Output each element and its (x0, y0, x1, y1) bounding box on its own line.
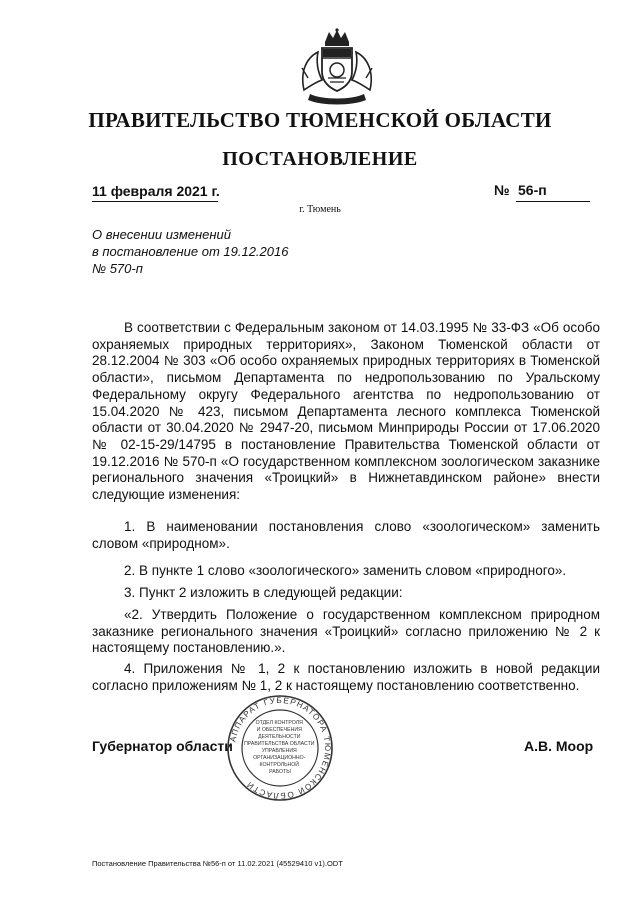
file-footer: Постановление Правительства №56-п от 11.02.2021 (45529410 v1).ODT (92, 859, 343, 868)
number-underline (516, 201, 590, 202)
item-paragraph-2: 2. В пункте 1 слово «зоологического» заменить словом «природного». (124, 563, 567, 578)
document-date: 11 февраля 2021 г. (92, 183, 220, 199)
document-city: г. Тюмень (299, 204, 341, 215)
item-paragraph-1: 1. В наименовании постановления слово «зоологическом» заменить словом «природном». (92, 519, 600, 551)
signer-title: Губернатор области (92, 738, 233, 754)
signer-name: А.В. Моор (524, 738, 594, 754)
official-seal-stamp (226, 694, 334, 802)
document-number: 56-п (518, 182, 547, 198)
subject-line: № 570-п (92, 261, 143, 276)
svg-text:ОТДЕЛ КОНТРОЛЯ И ОБЕСПЕЧЕН: ОТДЕЛ КОНТРОЛЯ И ОБЕСПЕЧЕНИЯ ДЕЯТЕЛЬНОСТИ ПРАВИТЕЛЬСТВА ОБЛАСТИ УПРАВЛЕНИЯ ОРГАНИЗАЦИОННО- КОНТРОЛЬНОЙ РАБОТЫ (244, 720, 315, 775)
subject-line: в постановление от 19.12.2016 (92, 244, 289, 259)
document-subject (92, 226, 288, 277)
seal-outer-text: АППАРАТ ГУБЕРНАТОРА ТЮМЕНСКОЙ ОБЛАСТИ (228, 695, 333, 801)
preamble-paragraph: В соответствии с Федеральным законом от 14.03.1995 № 33-ФЗ «Об особо охраняемых природных территориях», Законом Тюменской области от 28.12.2004 № 303 «Об особо охраняемых природных территориях в Тюменской области», письмом Департамента по недропользованию по Уральскому Федеральному округу Федерального агентства по недропользованию от 15.04.2020 № 423, письмом Департамента лесного комплекса Тюменской области от 30.04.2020 № 2947-20, письмом Минприроды России от 17.06.2020 № 02-15-29/14795 в постановление Правительства Тюменской области от 19.12.2016 № 570-п «О государственном комплексном зоологическом заказнике регионального значения «Троицкий» в Нижнетавдинском районе» внести следующие изменения: (92, 320, 600, 503)
item-paragraph-4: 4. Приложения № 1, 2 к постановлению изложить в новой редакции согласно приложениям № 1, 2 к настоящему постановлению соответственно. (92, 661, 600, 693)
document-number-label: № (494, 182, 510, 198)
organization-title: ПРАВИТЕЛЬСТВО ТЮМЕНСКОЙ ОБЛАСТИ (88, 108, 552, 132)
item-paragraph-3-quote: «2. Утвердить Положение о государственном комплексном природном заказнике регионального значения «Троицкий» согласно приложению № 2 к настоящему постановлению.». (92, 607, 600, 656)
document-type-heading: ПОСТАНОВЛЕНИЕ (222, 148, 418, 170)
coat-of-arms-emblem (296, 28, 378, 106)
date-underline (92, 201, 218, 202)
item-paragraph-3: 3. Пункт 2 изложить в следующей редакции: (124, 585, 403, 600)
subject-line: О внесении изменений (92, 227, 231, 242)
